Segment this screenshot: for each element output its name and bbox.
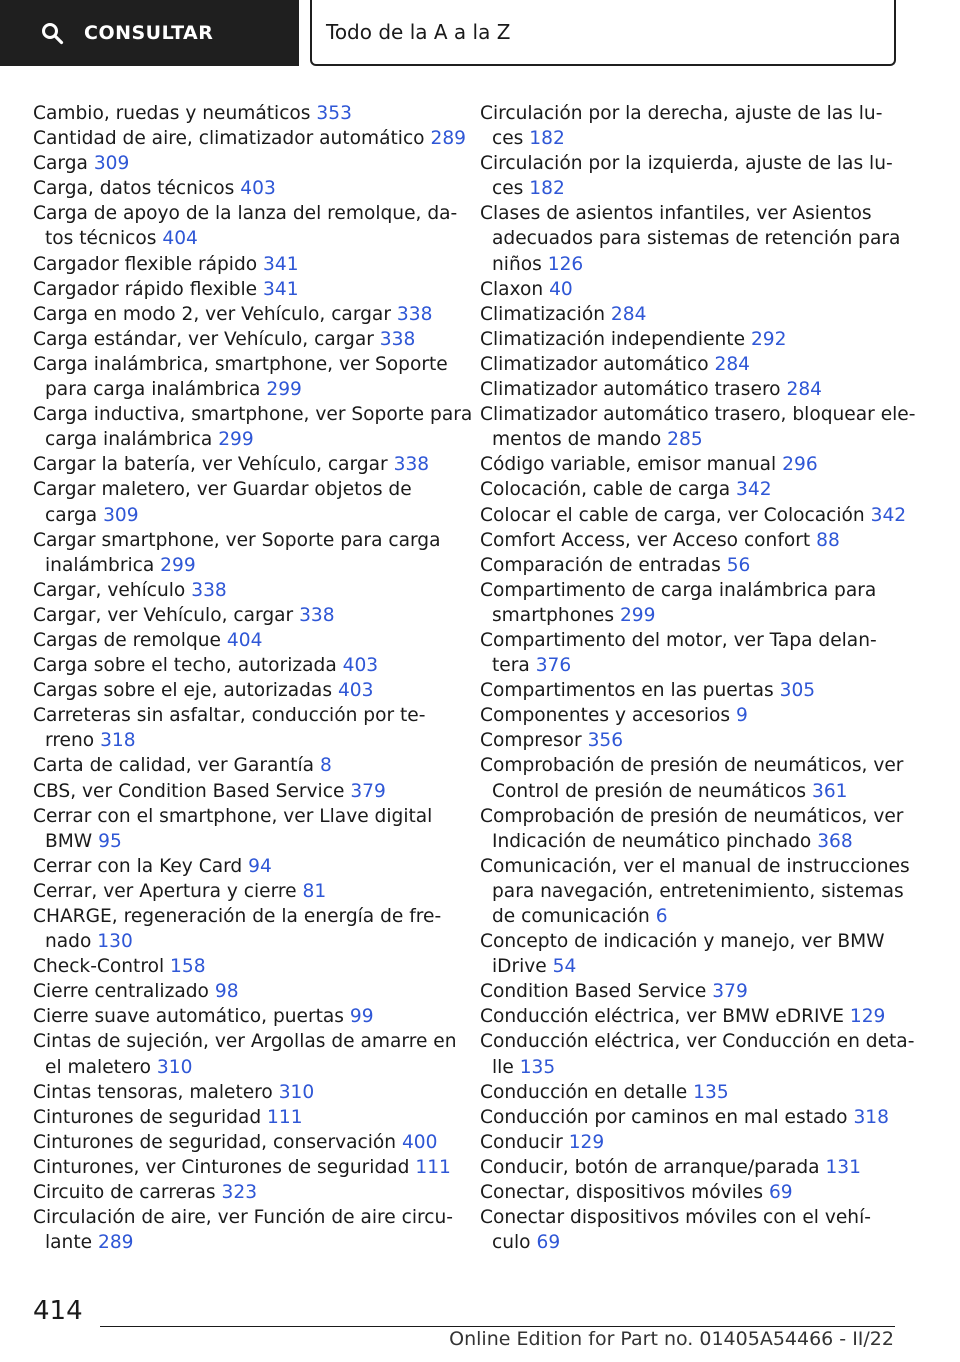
entry-text: Cantidad de aire, climatizador automático — [33, 128, 425, 150]
entry-text: Climatizador automático — [480, 353, 709, 375]
page-link[interactable]: 309 — [103, 504, 139, 526]
entry-text: Conducción eléctrica, ver BMW eDRIVE — [480, 1006, 844, 1028]
page-link[interactable]: 368 — [817, 830, 853, 852]
index-entry — [33, 252, 453, 277]
index-entry — [33, 1029, 457, 1079]
index-entry — [33, 879, 453, 904]
index-entry — [480, 578, 900, 628]
entry-text: Cinturones, ver Cinturones de seguridad — [33, 1156, 410, 1178]
entry-text: Conectar, dispositivos móviles — [480, 1182, 764, 1204]
entry-text: Climatización — [480, 303, 605, 325]
page-link[interactable]: 130 — [97, 931, 133, 953]
entry-text: Conectar dispositivos móviles con el vehí- — [480, 1207, 871, 1229]
page-link[interactable]: 376 — [535, 655, 572, 677]
search-button[interactable] — [0, 0, 299, 66]
page-link[interactable]: 69 — [768, 1182, 793, 1204]
page-link[interactable]: 356 — [587, 730, 624, 752]
page-link[interactable]: 310 — [156, 1056, 193, 1078]
entry-text: tera — [492, 655, 530, 677]
entry-text: Conducción por caminos en mal estado — [480, 1106, 848, 1128]
entry-text: Clases de asientos infantiles, ver Asientos — [480, 203, 872, 225]
index-entry — [33, 653, 453, 678]
index-entry — [33, 201, 458, 251]
index-entry — [33, 402, 473, 452]
entry-text: Cierre suave automático, puertas — [33, 1006, 344, 1028]
page-link[interactable]: 182 — [529, 128, 565, 150]
index-entry — [480, 151, 900, 201]
index-entry — [33, 1080, 453, 1105]
entry-text: Circuito de carreras — [33, 1182, 216, 1204]
index-entry — [33, 1180, 453, 1205]
page-link[interactable]: 284 — [610, 303, 647, 325]
entry-text: Cinturones de seguridad — [33, 1106, 262, 1128]
index-entry — [480, 1004, 900, 1029]
page-link[interactable]: 299 — [266, 379, 302, 401]
page-link[interactable]: 88 — [816, 529, 840, 551]
entry-text: Componentes y accesorios — [480, 705, 731, 727]
index-entry — [480, 452, 900, 477]
page-link[interactable]: 299 — [160, 554, 196, 576]
entry-text: nado — [45, 931, 92, 953]
entry-text: Carga — [33, 153, 88, 175]
page-link[interactable]: 341 — [263, 278, 299, 300]
index-entry — [33, 528, 453, 578]
page-link[interactable]: 285 — [667, 429, 703, 451]
entry-text: lle — [492, 1056, 514, 1078]
index-entry — [33, 753, 453, 778]
page-link[interactable]: 341 — [263, 253, 299, 275]
index-entry — [480, 553, 900, 578]
index-entry — [480, 302, 900, 327]
search-icon — [40, 21, 64, 45]
entry-text: el maletero — [45, 1056, 151, 1078]
search-label: CONSULTAR — [84, 22, 214, 44]
edition-text: Online Edition for Part no. 01405A54466 - II/22 — [449, 1328, 894, 1350]
entry-text: Climatizador automático trasero — [480, 379, 781, 401]
entry-text: Colocación, cable de carga — [480, 479, 731, 501]
page-link[interactable]: 40 — [549, 278, 573, 300]
entry-text: Comparación de entradas — [480, 554, 721, 576]
index-entry — [33, 327, 453, 352]
page-link[interactable]: 9 — [736, 705, 748, 727]
index-entry — [33, 854, 453, 879]
header — [0, 0, 960, 66]
page-link[interactable]: 284 — [714, 353, 750, 375]
entry-text: Compresor — [480, 730, 582, 752]
index-entry — [33, 703, 453, 753]
entry-text: para navegación, entretenimiento, sistemas — [492, 880, 904, 902]
page-number: 414 — [33, 1296, 83, 1326]
page-link[interactable]: 135 — [693, 1081, 729, 1103]
entry-text: Cambio, ruedas y neumáticos — [33, 103, 311, 124]
index-entry — [480, 201, 900, 276]
page-link[interactable]: 8 — [319, 755, 332, 777]
index-entry — [480, 1205, 900, 1255]
page-link[interactable]: 296 — [782, 454, 818, 476]
page-link[interactable]: 158 — [170, 956, 206, 978]
entry-text: Cargas de remolque — [33, 629, 221, 651]
page-link[interactable]: 289 — [430, 128, 466, 150]
entry-text: Conducir — [480, 1131, 563, 1153]
entry-text: Carga sobre el techo, autorizada — [33, 655, 337, 677]
index-entry — [480, 703, 900, 728]
page-link[interactable]: 111 — [267, 1106, 303, 1128]
entry-text: ces — [492, 178, 524, 200]
entry-text: Carga inalámbrica, smartphone, ver Soporte — [33, 353, 448, 375]
page-link[interactable]: 292 — [750, 328, 787, 350]
entry-text: Código variable, emisor manual — [480, 454, 777, 476]
index-entry — [33, 151, 453, 176]
index-entry — [480, 1029, 915, 1079]
entry-text: culo — [492, 1232, 531, 1254]
page-link[interactable]: 361 — [812, 780, 848, 802]
index-entry — [33, 477, 453, 527]
index-column-right — [480, 101, 916, 1255]
index-entry — [33, 176, 453, 201]
page-link[interactable]: 129 — [568, 1131, 605, 1153]
entry-text: carga inalámbrica — [45, 429, 213, 451]
entry-text: Comprobación de presión de neumáticos, ver — [480, 755, 904, 777]
index-entry — [480, 929, 900, 979]
index-entry — [33, 1105, 453, 1130]
index-column-left — [33, 101, 473, 1255]
entry-text: Claxon — [480, 278, 544, 300]
entry-text: Comprobación de presión de neumáticos, ver — [480, 805, 904, 827]
index-entry — [480, 101, 900, 151]
page-link[interactable]: 309 — [93, 153, 130, 175]
index-entry — [480, 678, 900, 703]
page-link[interactable]: 353 — [316, 103, 352, 124]
entry-text: carga — [45, 504, 98, 526]
page-link[interactable]: 310 — [278, 1081, 315, 1103]
index-entry — [480, 277, 900, 302]
page-link[interactable]: 98 — [214, 981, 239, 1003]
entry-text: Check-Control — [33, 956, 165, 978]
page-link[interactable]: 182 — [529, 178, 565, 200]
page-link[interactable]: 342 — [736, 479, 772, 501]
entry-text: Circulación por la izquierda, ajuste de las lu- — [480, 153, 893, 175]
entry-text: Colocar el cable de carga, ver Colocación — [480, 504, 865, 526]
index-entry — [480, 352, 900, 377]
entry-text: Cargar la batería, ver Vehículo, cargar — [33, 454, 388, 476]
entry-text: Indicación de neumático pinchado — [492, 830, 812, 852]
entry-text: Circulación de aire, ver Función de aire circu- — [33, 1207, 453, 1229]
entry-text: Cargar, ver Vehículo, cargar — [33, 604, 294, 626]
index-entry — [33, 578, 453, 603]
entry-text: iDrive — [492, 956, 547, 978]
entry-text: mentos de mando — [492, 429, 662, 451]
entry-text: rreno — [45, 730, 95, 752]
entry-text: Concepto de indicación y manejo, ver BMW — [480, 931, 885, 953]
page-link[interactable]: 111 — [415, 1156, 451, 1178]
entry-text: Cargador rápido flexible — [33, 278, 258, 300]
entry-text: Climatización independiente — [480, 328, 746, 350]
index-entry — [480, 477, 900, 502]
entry-text: Cargador flexible rápido — [33, 253, 258, 275]
index-entry — [33, 1004, 453, 1029]
topic-tab[interactable] — [310, 0, 896, 66]
index-entry — [33, 126, 466, 151]
entry-text: adecuados para sistemas de retención para — [492, 228, 901, 250]
page-link[interactable]: 403 — [337, 680, 374, 702]
entry-text: inalámbrica — [45, 554, 155, 576]
topic-label: Todo de la A a la Z — [326, 20, 511, 44]
page-link[interactable]: 404 — [226, 629, 263, 651]
index-entry — [480, 1180, 900, 1205]
footer-divider — [100, 1326, 895, 1327]
page-link[interactable]: 81 — [302, 880, 327, 902]
index-entry — [33, 352, 453, 402]
index-entry — [480, 327, 900, 352]
index-entry — [33, 678, 453, 703]
entry-text: Comunicación, ver el manual de instrucciones — [480, 855, 910, 877]
entry-text: BMW — [45, 830, 93, 852]
index-entry — [480, 1130, 900, 1155]
page-link[interactable]: 400 — [401, 1131, 438, 1153]
index-entry — [33, 804, 453, 854]
index-entry — [480, 1080, 900, 1105]
entry-text: lante — [45, 1232, 93, 1254]
page-link[interactable]: 318 — [853, 1106, 889, 1128]
index-entry — [33, 277, 453, 302]
entry-text: Cintas tensoras, maletero — [33, 1081, 273, 1103]
index-entry — [480, 728, 900, 753]
index-entry — [480, 528, 900, 553]
index-entry — [33, 954, 453, 979]
page-link[interactable]: 126 — [547, 253, 584, 275]
entry-text: Conducción eléctrica, ver Conducción en deta- — [480, 1031, 915, 1053]
page-link[interactable]: 318 — [100, 730, 136, 752]
index-entry — [33, 904, 453, 954]
entry-text: Circulación por la derecha, ajuste de las lu- — [480, 103, 883, 124]
page-link[interactable]: 338 — [379, 328, 416, 350]
page-link[interactable]: 69 — [536, 1232, 561, 1254]
page-link[interactable]: 323 — [221, 1182, 258, 1204]
entry-text: Cinturones de seguridad, conservación — [33, 1131, 397, 1153]
entry-text: Condition Based Service — [480, 981, 707, 1003]
entry-text: Carreteras sin asfaltar, conducción por te- — [33, 705, 426, 727]
index-entry — [480, 979, 900, 1004]
entry-text: Cintas de sujeción, ver Argollas de amarre en — [33, 1031, 457, 1053]
entry-text: Cargar, vehículo — [33, 579, 186, 601]
index-entry — [480, 402, 916, 452]
entry-text: Cargar maletero, ver Guardar objetos de — [33, 479, 412, 501]
page-link[interactable]: 404 — [162, 228, 198, 250]
index-entry — [33, 1205, 453, 1255]
page-link[interactable]: 342 — [870, 504, 907, 526]
page-link[interactable]: 289 — [98, 1232, 134, 1254]
entry-text: Carga, datos técnicos — [33, 178, 235, 200]
entry-text: Conducción en detalle — [480, 1081, 688, 1103]
page-link[interactable]: 131 — [825, 1156, 861, 1178]
index-entry — [33, 1130, 453, 1155]
entry-text: Carga en modo 2, ver Vehículo, cargar — [33, 303, 391, 325]
page-link[interactable]: 403 — [342, 655, 379, 677]
index-entry — [33, 779, 453, 804]
index-entry — [33, 101, 453, 126]
entry-text: Cerrar con el smartphone, ver Llave digital — [33, 805, 433, 827]
page-link[interactable]: 299 — [218, 429, 254, 451]
page-link[interactable]: 379 — [712, 981, 748, 1003]
entry-text: Cargas sobre el eje, autorizadas — [33, 680, 333, 702]
page-link[interactable]: 305 — [779, 680, 816, 702]
entry-text: Carga inductiva, smartphone, ver Soporte para — [33, 404, 473, 426]
entry-text: Carga de apoyo de la lanza del remolque, da- — [33, 203, 458, 225]
page-link[interactable]: 338 — [393, 454, 430, 476]
page-link[interactable]: 129 — [849, 1006, 886, 1028]
entry-text: Conducir, botón de arranque/parada — [480, 1156, 820, 1178]
index-entry — [33, 603, 453, 628]
page-link[interactable]: 338 — [299, 604, 335, 626]
page-link[interactable]: 135 — [519, 1056, 556, 1078]
page-link[interactable]: 379 — [350, 780, 386, 802]
entry-text: tos técnicos — [45, 228, 157, 250]
index-entry — [480, 377, 900, 402]
entry-text: Comfort Access, ver Acceso confort — [480, 529, 811, 551]
page-link[interactable]: 6 — [655, 906, 668, 927]
entry-text: Cierre centralizado — [33, 981, 209, 1003]
entry-text: Compartimento del motor, ver Tapa delan- — [480, 629, 877, 651]
page-link[interactable]: 338 — [191, 579, 227, 601]
index-entry — [33, 1155, 453, 1180]
entry-text: CHARGE, regeneración de la energía de fre- — [33, 906, 442, 927]
page-link[interactable]: 338 — [396, 303, 433, 325]
entry-text: Carta de calidad, ver Garantía — [33, 755, 315, 777]
index-entry — [33, 979, 453, 1004]
index-entry — [33, 302, 453, 327]
page-link[interactable]: 95 — [98, 830, 122, 852]
entry-text: Compartimentos en las puertas — [480, 680, 774, 702]
entry-text: smartphones — [492, 604, 615, 626]
entry-text: Cerrar con la Key Card — [33, 855, 243, 877]
index-entry — [33, 452, 453, 477]
index-entry — [480, 854, 910, 929]
page-link[interactable]: 54 — [552, 956, 577, 978]
entry-text: Cargar smartphone, ver Soporte para carga — [33, 529, 441, 551]
index-entry — [480, 503, 907, 528]
index-entry — [480, 1155, 900, 1180]
entry-text: ces — [492, 128, 524, 150]
entry-text: niños — [492, 253, 542, 275]
entry-text: para carga inalámbrica — [45, 379, 261, 401]
entry-text: de comunicación — [492, 906, 650, 927]
entry-text: Control de presión de neumáticos — [492, 780, 807, 802]
page-link[interactable]: 99 — [349, 1006, 374, 1028]
index-entry — [33, 628, 453, 653]
entry-text: Compartimento de carga inalámbrica para — [480, 579, 877, 601]
entry-text: Climatizador automático trasero, bloquear ele- — [480, 404, 916, 426]
index-entry — [480, 628, 900, 678]
index-entry — [480, 753, 904, 803]
entry-text: Carga estándar, ver Vehículo, cargar — [33, 328, 374, 350]
page-link[interactable]: 56 — [726, 554, 751, 576]
page-link[interactable]: 94 — [248, 855, 272, 877]
page-link[interactable]: 403 — [240, 178, 276, 200]
entry-text: Cerrar, ver Apertura y cierre — [33, 880, 297, 902]
page-link[interactable]: 299 — [619, 604, 656, 626]
page-link[interactable]: 284 — [786, 379, 822, 401]
index-entry — [480, 1105, 900, 1130]
entry-text: CBS, ver Condition Based Service — [33, 780, 345, 802]
index-entry — [480, 804, 904, 854]
